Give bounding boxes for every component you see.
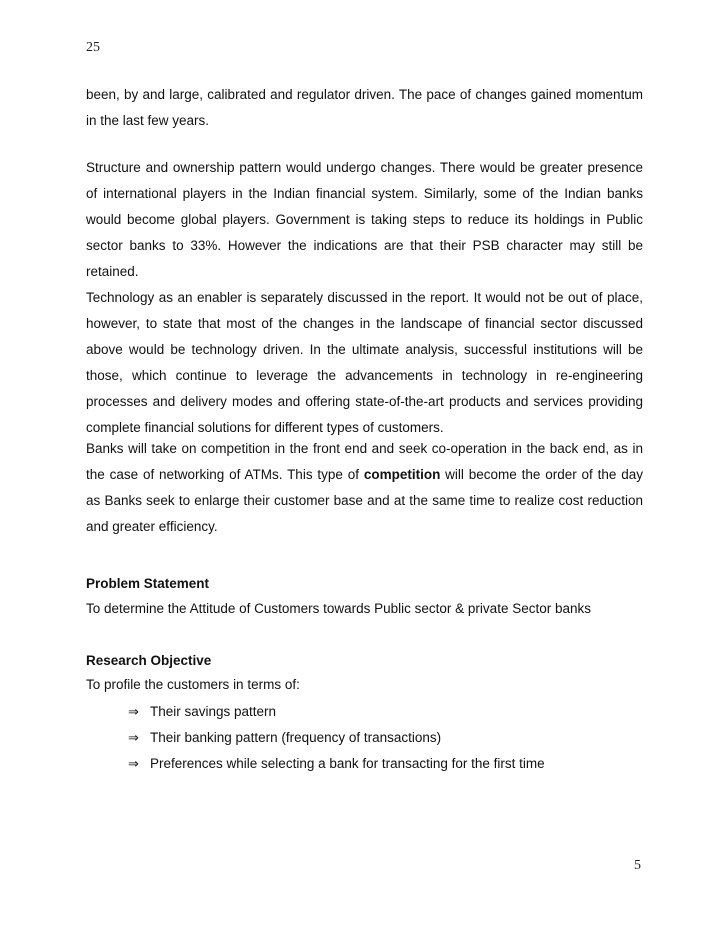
- objective-list: [128, 699, 545, 777]
- list-item-text: Preferences while selecting a bank for transacting for the first time: [150, 756, 545, 771]
- problem-statement-text: To determine the Attitude of Customers towards Public sector & private Sector banks: [86, 601, 591, 616]
- research-objective-intro: To profile the customers in terms of:: [86, 677, 300, 692]
- competition-text-end: will become the order of the day as Banks seek to enlarge their customer base and at the same time to realize cost reduction and greater efficiency.: [86, 467, 643, 534]
- paragraph-technology: Technology as an enabler is separately discussed in the report. It would not be out of place, however, to state that most of the changes in the landscape of financial sector discussed above would be technology driven. In the ultimate analysis, successful institutions will be those, which continue to leverage the advancements in technology in re-engineering processes and delivery modes and offering state-of-the-art products and services providing complete financial solutions for different types of customers.: [86, 290, 643, 435]
- competition-text-start: Banks will take on competition in the front end and seek co-operation in the back end, as in the case of networking of ATMs. This type of: [86, 441, 643, 482]
- problem-statement-heading: Problem Statement: [86, 576, 210, 591]
- double-right-arrow-icon: ⇒: [128, 705, 139, 720]
- paragraph-ownership: Structure and ownership pattern would undergo changes. There would be greater presence of international players in the Indian financial system. Similarly, some of the Indian banks would become global players. Government is taking steps to reduce its holdings in Public sector banks to 33%. However the indications are that their PSB character may still be retained.: [86, 160, 643, 279]
- list-item-text: Their banking pattern (frequency of transactions): [150, 730, 442, 745]
- paragraph-competition: [86, 436, 643, 540]
- footer-page-number: 5: [634, 858, 641, 873]
- double-right-arrow-icon: ⇒: [128, 731, 139, 746]
- research-objective-heading: Research Objective: [86, 653, 212, 668]
- list-item: [128, 725, 545, 751]
- paragraph-regulation: been, by and large, calibrated and regulator driven. The pace of changes gained momentum in the last few years.: [86, 87, 643, 128]
- header-page-number: 25: [86, 40, 100, 55]
- competition-emphasis: competition: [363, 467, 441, 482]
- list-item: [128, 699, 545, 725]
- double-right-arrow-icon: ⇒: [128, 757, 139, 772]
- list-item-text: Their savings pattern: [150, 704, 277, 719]
- list-item: [128, 751, 545, 777]
